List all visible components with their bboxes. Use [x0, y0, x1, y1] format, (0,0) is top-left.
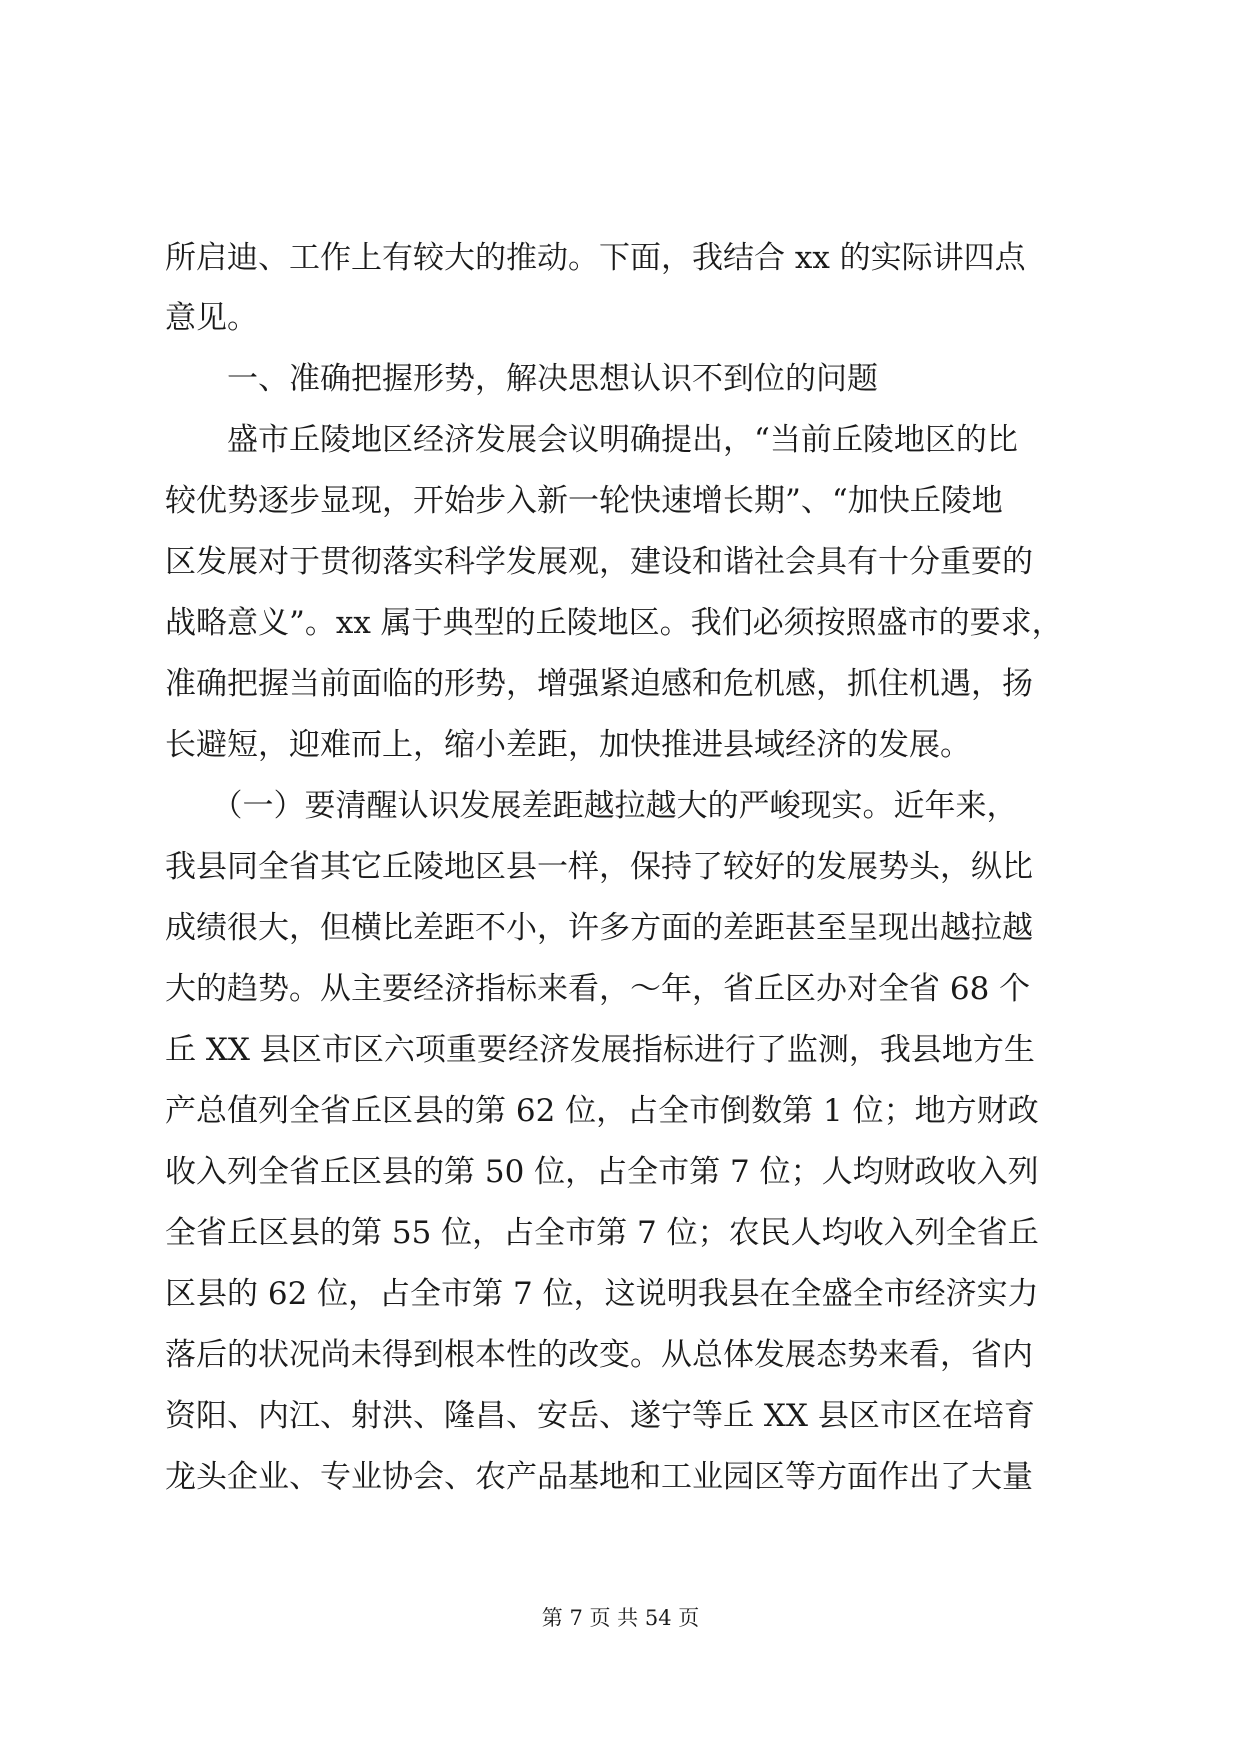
text-line: 全省丘区县的第 55 位，占全市第 7 位；农民人均收入列全省丘: [165, 1215, 1039, 1251]
section-heading: 一、准确把握形势，解决思想认识不到位的问题: [165, 361, 878, 397]
text-line: 区县的 62 位，占全市第 7 位，这说明我县在全盛全市经济实力: [165, 1276, 1039, 1312]
text-line: 成绩很大，但横比差距不小，许多方面的差距甚至呈现出越拉越: [165, 910, 1033, 946]
text-line: 龙头企业、专业协会、农产品基地和工业园区等方面作出了大量: [165, 1459, 1033, 1495]
text-line: 准确把握当前面临的形势，增强紧迫感和危机感，抓住机遇，扬: [165, 666, 1033, 702]
text-line: 盛市丘陵地区经济发展会议明确提出，“当前丘陵地区的比: [165, 422, 1018, 458]
text-line: 区发展对于贯彻落实科学发展观，建设和谐社会具有十分重要的: [165, 544, 1033, 580]
text-line: 较优势逐步显现，开始步入新一轮快速增长期”、“加快丘陵地: [165, 483, 1003, 519]
page-number-footer: 第 7 页 共 54 页: [541, 1606, 700, 1630]
text-line: 丘 XX 县区市区六项重要经济发展指标进行了监测，我县地方生: [165, 1032, 1035, 1068]
text-line: 战略意义”。xx 属于典型的丘陵地区。我们必须按照盛市的要求，: [165, 605, 1063, 641]
text-line: 产总值列全省丘区县的第 62 位，占全市倒数第 1 位；地方财政: [165, 1093, 1039, 1129]
text-line: 收入列全省丘区县的第 50 位，占全市第 7 位；人均财政收入列: [165, 1154, 1039, 1190]
text-line: 所启迪、工作上有较大的推动。下面，我结合 xx 的实际讲四点: [165, 240, 1026, 276]
text-line: 大的趋势。从主要经济指标来看，～年，省丘区办对全省 68 个: [165, 971, 1031, 1007]
text-line: 意见。: [165, 300, 258, 336]
text-line: 长避短，迎难而上，缩小差距，加快推进县域经济的发展。: [165, 727, 971, 763]
text-line: 资阳、内江、射洪、隆昌、安岳、遂宁等丘 XX 县区市区在培育: [165, 1398, 1035, 1434]
text-line: （一）要清醒认识发展差距越拉越大的严峻现实。近年来，: [165, 788, 1018, 824]
text-line: 我县同全省其它丘陵地区县一样，保持了较好的发展势头，纵比: [165, 849, 1033, 885]
text-line: 落后的状况尚未得到根本性的改变。从总体发展态势来看，省内: [165, 1337, 1033, 1373]
